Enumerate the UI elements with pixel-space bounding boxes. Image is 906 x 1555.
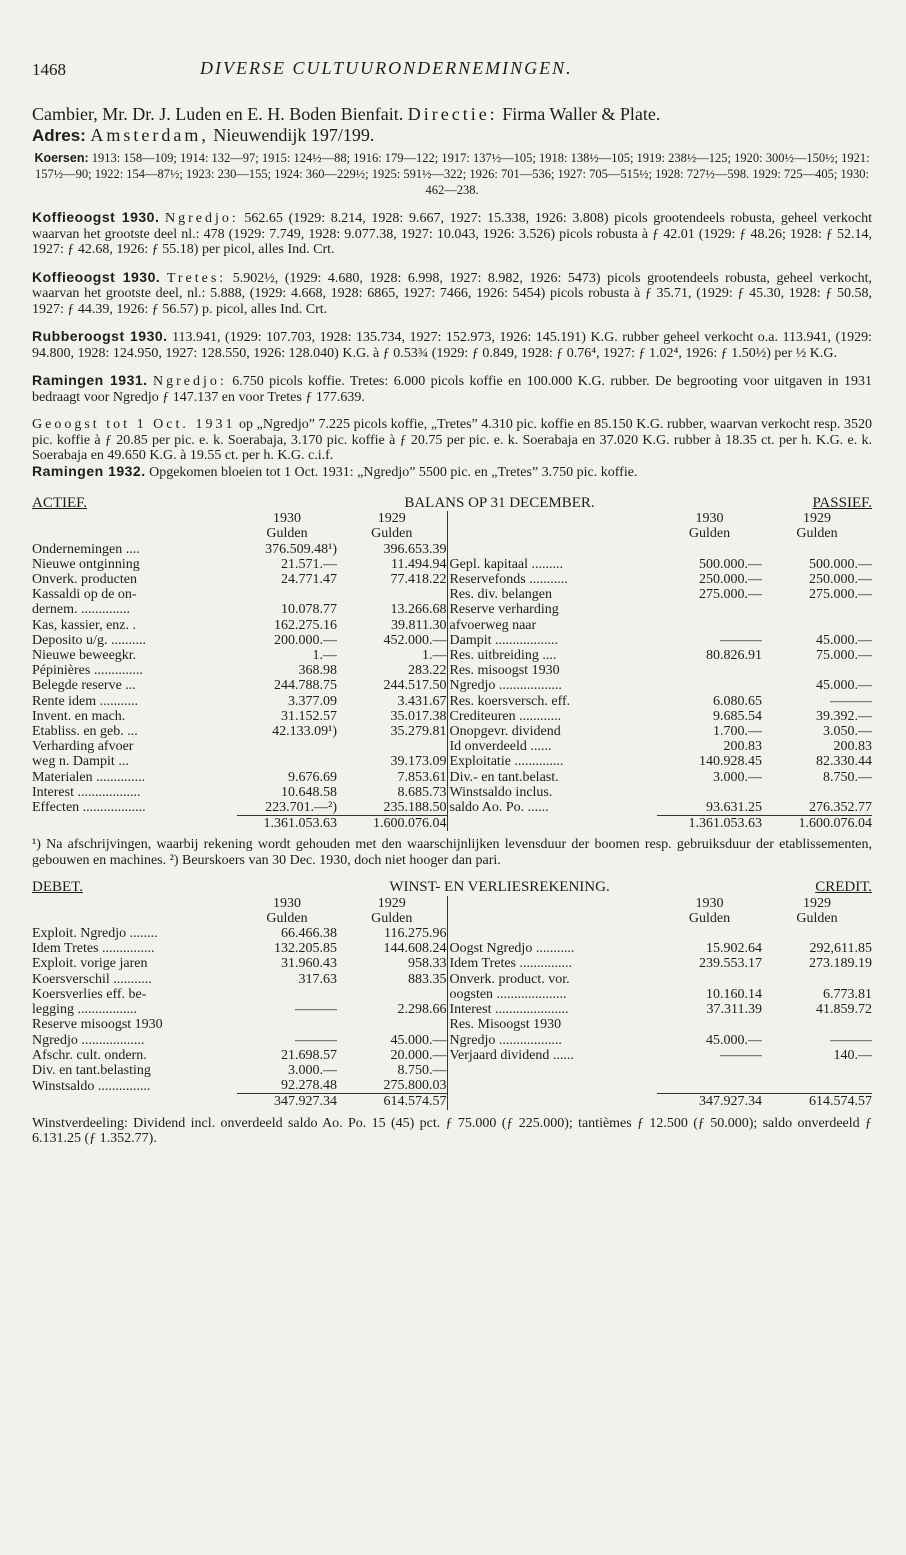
section-paragraph [32, 329, 872, 361]
right-item-label: Div.- en tant.belast. [447, 770, 657, 785]
running-title: DIVERSE CULTUURONDERNEMINGEN. [200, 58, 573, 78]
unit-label: Gulden [371, 526, 413, 542]
right-item-label: Verjaard dividend ...... [447, 1048, 657, 1063]
right-item-label: Gepl. kapitaal ......... [447, 557, 657, 572]
right-value-1930: 3.000.— [713, 769, 762, 785]
table-row [32, 678, 872, 693]
right-value-1930: 9.685.54 [713, 708, 762, 724]
left-item-label: Reserve misoogst 1930 [32, 1017, 163, 1033]
blank-cell [447, 816, 657, 832]
right-item-label: oogsten .................... [447, 987, 657, 1002]
profit-distribution: Winstverdeeling: Dividend incl. onverdeeld saldo Ao. Po. 15 (45) pct. ƒ 75.000 (ƒ 225.000); tantièmes ƒ 12.500 (ƒ 50.000); saldo onverdeeld ƒ 6.131.25 (ƒ 1.352.77). [32, 1115, 872, 1147]
left-value-1930: 31.960.43 [281, 956, 337, 972]
table-row [32, 926, 872, 941]
year-label: 1930 [273, 895, 301, 911]
left-item-label: Effecten .................. [32, 800, 146, 816]
section-label: Rubberoogst 1930. [32, 328, 168, 344]
right-value-1930: 45.000.— [706, 1032, 763, 1048]
year-label: 1930 [273, 511, 301, 527]
balance-sheet [32, 496, 872, 831]
right-item-label: Exploitatie .............. [447, 754, 657, 769]
table-row [32, 694, 872, 709]
section-text: 113.941, (1929: 107.703, 1928: 135.734, 1927: 152.973, 1926: 145.191) K.G. rubber geheel verkocht o.a. 113.941, (1929: 94.800, 1928: 124.950, 1927: 128.550, 1926: 128.040) K.G. à ƒ 0.53¾ (1929: ƒ 0.849, 1928: ƒ 0.76⁴, 1927: ƒ 1.02⁴, 1926: ƒ 1.50½) per ½ K.G. [32, 330, 873, 361]
right-item-label [447, 1078, 657, 1094]
right-total-1929: 614.574.57 [762, 1094, 872, 1110]
right-item-label: Oogst Ngredjo ........... [447, 941, 657, 956]
section-label: Koffieoogst 1930. [32, 268, 161, 285]
right-item-label: afvoerweg naar [447, 618, 657, 633]
right-value-1929 [762, 663, 872, 678]
unit-row [32, 911, 872, 926]
left-item-label: Etabliss. en geb. ... [32, 724, 138, 740]
blank-cell [447, 526, 657, 541]
left-value-1929: 396.653.39 [383, 541, 447, 557]
right-value-1930: ——— [720, 632, 762, 648]
section-location: Tretes: [166, 270, 227, 286]
totals-row [32, 1094, 872, 1110]
right-item-label [447, 542, 657, 557]
right-value-1929 [762, 785, 872, 800]
left-value-1930 [237, 587, 337, 602]
table-row [32, 572, 872, 587]
left-item-label: Verharding afvoer [32, 739, 134, 755]
blank-cell [447, 911, 657, 926]
right-value-1929: ——— [830, 693, 872, 709]
right-value-1930: 239.553.17 [699, 956, 763, 972]
right-value-1929: 273.189.19 [809, 956, 873, 972]
left-value-1929 [337, 1017, 447, 1032]
left-item-label: Pépinières .............. [32, 663, 143, 679]
right-value-1929 [762, 972, 872, 987]
left-item-label: dernem. .............. [32, 602, 130, 618]
right-value-1930 [657, 602, 762, 617]
left-value-1929 [337, 587, 447, 602]
right-value-1929: ——— [830, 1032, 873, 1048]
right-value-1930: 10.160.14 [706, 986, 763, 1002]
left-value-1930 [237, 987, 337, 1002]
right-value-1929 [762, 1017, 872, 1032]
year-label: 1930 [695, 895, 724, 911]
year-label: 1929 [803, 895, 832, 911]
right-value-1930: 140.928.45 [699, 754, 762, 770]
blank-cell [32, 911, 237, 926]
right-value-1930: ——— [720, 1047, 763, 1063]
address-city: Amsterdam, [90, 125, 209, 145]
left-value-1930: 376.509.48¹) [265, 541, 337, 557]
address-line [32, 125, 872, 146]
left-value-1929: 883.35 [408, 971, 447, 987]
left-value-1930: 223.701.—²) [265, 800, 337, 816]
profit-loss-table [32, 880, 872, 1109]
right-value-1929: 276.352.77 [809, 800, 872, 816]
left-value-1929: 20.000.— [390, 1047, 447, 1063]
left-value-1930: 317.63 [298, 971, 337, 987]
left-value-1929: 452.000.— [383, 632, 447, 648]
left-value-1930: 42.133.09¹) [272, 724, 337, 740]
left-value-1929: 45.000.— [390, 1032, 447, 1048]
right-value-1929 [762, 1078, 872, 1094]
address-street: Nieuwendijk 197/199. [213, 125, 375, 145]
year-label: 1929 [377, 895, 406, 911]
section-label: Koffieoogst 1930. [32, 209, 160, 225]
left-item-label: Deposito u/g. .......... [32, 632, 146, 648]
left-value-1930: 10.648.58 [281, 784, 337, 800]
left-item-label: Nieuwe ontginning [32, 556, 140, 572]
year-row [32, 511, 872, 526]
right-value-1929: 45.000.— [816, 678, 872, 694]
right-value-1929: 8.750.— [823, 769, 872, 785]
left-value-1930: 3.000.— [288, 1062, 337, 1078]
left-total-1930: 347.927.34 [237, 1094, 337, 1110]
table-row [32, 1078, 872, 1094]
left-value-1929: 116.275.96 [384, 926, 447, 942]
left-item-label: weg n. Dampit ... [32, 754, 129, 770]
right-value-1930: 500.000.— [699, 556, 762, 572]
right-total-1929: 1.600.076.04 [762, 816, 872, 832]
right-item-label [447, 1063, 657, 1078]
geoogst-paragraph [32, 417, 872, 464]
unit-label: Gulden [371, 910, 413, 926]
right-item-label: Ngredjo .................. [447, 678, 657, 693]
sections [32, 210, 872, 405]
section-location: Ngredjo: [153, 374, 227, 389]
left-value-1929: 35.017.38 [390, 708, 447, 724]
profit-loss-account [32, 880, 872, 1109]
raming-1932-text: Opgekomen bloeien tot 1 Oct. 1931: „Ngredjo” 5500 pic. en „Tretes” 3.750 pic. koffie. [149, 464, 638, 480]
right-value-1929 [762, 542, 872, 557]
right-item-label: Idem Tretes ............... [447, 956, 657, 971]
balance-table [32, 496, 872, 831]
right-value-1930 [657, 542, 762, 557]
table-row [32, 1033, 872, 1048]
right-item-label: Reserve verharding [447, 602, 657, 617]
right-value-1929: 45.000.— [816, 632, 872, 648]
table-row [32, 956, 872, 971]
left-value-1930: 200.000.— [274, 632, 337, 648]
page [32, 52, 872, 1147]
year-label: 1929 [803, 511, 831, 527]
koersen-label: Koersen: [34, 151, 89, 165]
left-item-label: Materialen .............. [32, 769, 146, 785]
koersen-text: 1913: 158—109; 1914: 132—97; 1915: 124½—88; 1916: 179—122; 1917: 137½—105; 1918: 138½—105; 1919: 238½—125; 1920: 300½—150½; 1921: 157½—90; 1922: 154—87½; 1923: 230—155; 1924: 360—229½; 1925: 591½—322; 1926: 701—536; 1927: 705—515½; 1928: 727½—598. 1929: 725—405; 1930: 462—238. [34, 151, 870, 197]
table-row [32, 663, 872, 678]
left-value-1930 [237, 1017, 337, 1032]
right-item-label: Res. div. belangen [447, 587, 657, 602]
left-item-label: Div. en tant.belasting [32, 1062, 151, 1078]
table-row [32, 602, 872, 617]
left-item-label: legging ................. [32, 1002, 137, 1018]
section-text: 5.902½, (1929: 4.680, 1928: 6.998, 1927: 8.982, 1926: 5473) picols grootendeels robusta, geheel verkocht, waarvan het grootste deel, nl.: 5.888, (1929: 4.668, 1928: 6865, 1927: 7466, 1926: 5454) picols robusta à ƒ 35.71, (1929: ƒ 45.30, 1928: ƒ 50.58, 1927: ƒ 44.39, 1926: ƒ 56.57) p. picol, alles Ind. Crt. [32, 270, 873, 317]
left-value-1930: 21.571.— [281, 556, 337, 572]
left-value-1930: 31.152.57 [281, 708, 337, 724]
left-value-1929: 275.800.03 [383, 1078, 447, 1094]
table-row [32, 542, 872, 557]
table-row [32, 739, 872, 754]
section-paragraph [32, 270, 872, 318]
right-value-1929: 500.000.— [809, 556, 872, 572]
left-item-label: Ondernemingen .... [32, 541, 140, 557]
right-value-1929: 6.773.81 [823, 986, 873, 1002]
table-row [32, 587, 872, 602]
right-title: CREDIT. [815, 880, 873, 896]
left-value-1929: 8.750.— [397, 1062, 447, 1078]
left-item-label: Idem Tretes ............... [32, 941, 155, 957]
right-value-1930: 93.631.25 [706, 800, 762, 816]
right-value-1930 [657, 785, 762, 800]
left-value-1930: 368.98 [298, 663, 337, 679]
left-value-1929: 35.279.81 [390, 724, 447, 740]
blank-cell [447, 511, 657, 526]
board-paragraph [32, 104, 872, 125]
left-item-label: Exploit. vorige jaren [32, 956, 148, 972]
left-value-1929: 283.22 [408, 663, 447, 679]
right-item-label: Onverk. product. vor. [447, 972, 657, 987]
left-value-1930 [237, 754, 337, 769]
table-row [32, 987, 872, 1002]
left-item-label: Belegde reserve ... [32, 678, 136, 694]
right-item-label: Reservefonds ........... [447, 572, 657, 587]
right-value-1929: 200.83 [833, 739, 872, 755]
left-value-1929: 3.431.67 [397, 693, 447, 709]
right-value-1930: 15.902.64 [706, 941, 763, 957]
table-row [32, 709, 872, 724]
right-value-1930: 200.83 [723, 739, 762, 755]
raming-1932-label: Ramingen 1932. [32, 462, 146, 479]
center-title: WINST- EN VERLIESREKENING. [389, 880, 610, 896]
right-item-label: Id onverdeeld ...... [447, 739, 657, 754]
left-total-1929: 614.574.57 [337, 1094, 447, 1110]
right-value-1930 [657, 618, 762, 633]
right-value-1929: 82.330.44 [816, 754, 872, 770]
table-row [32, 557, 872, 572]
right-item-label: Crediteuren ............ [447, 709, 657, 724]
table-row [32, 724, 872, 739]
right-value-1930 [657, 663, 762, 678]
left-value-1930: 21.698.57 [281, 1047, 337, 1063]
section-label: Ramingen 1931. [32, 372, 148, 388]
right-item-label: saldo Ao. Po. ...... [447, 800, 657, 815]
left-item-label: Onverk. producten [32, 572, 137, 588]
unit-label: Gulden [688, 526, 731, 542]
left-value-1929: 244.517.50 [383, 678, 447, 694]
right-value-1930 [657, 926, 762, 941]
table-row [32, 618, 872, 633]
left-item-label: Rente idem ........... [32, 693, 139, 709]
right-value-1930 [657, 972, 762, 987]
table-row [32, 785, 872, 800]
right-value-1930: 6.080.65 [713, 693, 762, 709]
section-paragraph [32, 210, 872, 258]
left-value-1929: 7.853.61 [397, 769, 447, 785]
table-row [32, 1017, 872, 1032]
table-row [32, 648, 872, 663]
right-value-1929: 250.000.— [809, 572, 872, 588]
right-value-1930: 1.700.— [713, 724, 762, 740]
year-label: 1930 [695, 511, 724, 527]
right-value-1929: 292,611.85 [809, 941, 873, 957]
center-title: BALANS OP 31 DECEMBER. [404, 496, 595, 511]
table-row [32, 754, 872, 769]
left-value-1930: ——— [295, 1002, 337, 1018]
left-value-1930: 24.771.47 [281, 572, 337, 588]
left-total-1929: 1.600.076.04 [337, 816, 447, 832]
left-item-label: Koersverschil ........... [32, 971, 152, 987]
right-total-1930: 347.927.34 [657, 1094, 762, 1110]
right-item-label: Res. uitbreiding .... [447, 648, 657, 663]
year-row [32, 896, 872, 911]
left-value-1929: 13.266.68 [390, 602, 447, 618]
address-label: Adres: [32, 126, 86, 145]
table-row [32, 770, 872, 785]
right-value-1930: 275.000.— [699, 587, 762, 603]
raming-1932-paragraph [32, 464, 872, 481]
table-row [32, 1048, 872, 1063]
unit-label: Gulden [796, 910, 838, 926]
left-value-1929: 2.298.66 [397, 1002, 447, 1018]
left-title: ACTIEF. [32, 496, 88, 511]
left-value-1929: 958.33 [408, 956, 447, 972]
left-value-1930: 1.— [312, 648, 337, 664]
right-item-label: Ngredjo .................. [447, 1033, 657, 1048]
right-value-1930 [657, 1078, 762, 1094]
left-item-label: Exploit. Ngredjo ........ [32, 926, 158, 942]
footnote: ¹) Na afschrijvingen, waarbij rekening wordt gehouden met den waarschijnlijken levensduur der boomen resp. gebruiksduur der etablissementen, gebouwen en machines. ²) Beurskoers van 30 Dec. 1930, doch niet hooger dan pari. [32, 837, 872, 868]
section-text: 6.750 picols koffie. Tretes: 6.000 picols koffie en 100.000 K.G. rubber. De begrooting voor uitgaven in 1931 bedraagt voor Ngredjo ƒ 147.137 en voor Tretes ƒ 177.639. [32, 374, 873, 405]
right-item-label: Res. koersversch. eff. [447, 694, 657, 709]
left-value-1930: 9.676.69 [288, 769, 337, 785]
directie-label: Directie: [407, 104, 498, 124]
totals-row [32, 816, 872, 832]
left-value-1929 [337, 987, 447, 1002]
left-title: DEBET. [32, 880, 83, 896]
table-row [32, 972, 872, 987]
unit-label: Gulden [796, 526, 838, 542]
left-value-1929 [337, 739, 447, 754]
left-value-1929: 11.494.94 [391, 556, 447, 572]
unit-row [32, 526, 872, 541]
left-value-1929: 39.173.09 [390, 754, 447, 770]
page-header [32, 52, 872, 92]
right-value-1929: 275.000.— [809, 587, 872, 603]
left-item-label: Invent. en mach. [32, 708, 126, 724]
left-value-1930 [237, 739, 337, 754]
table-row [32, 800, 872, 815]
right-value-1929: 75.000.— [816, 648, 872, 664]
left-item-label: Interest .................. [32, 784, 141, 800]
left-value-1930: 92.278.48 [281, 1078, 337, 1094]
right-item-label: Res. misoogst 1930 [447, 663, 657, 678]
right-value-1930: 80.826.91 [706, 648, 762, 664]
left-item-label: Nieuwe beweegkr. [32, 648, 137, 664]
left-total-1930: 1.361.053.63 [237, 816, 337, 832]
right-value-1930 [657, 678, 762, 693]
blank-cell [32, 511, 237, 526]
left-value-1930: ——— [295, 1032, 337, 1048]
left-value-1929: 1.— [422, 648, 447, 664]
left-item-label: Afschr. cult. ondern. [32, 1047, 147, 1063]
left-value-1930: 3.377.09 [288, 693, 337, 709]
left-value-1929: 144.608.24 [383, 941, 447, 957]
right-item-label: Onopgevr. dividend [447, 724, 657, 739]
table-title-row [32, 496, 872, 511]
unit-label: Gulden [688, 910, 731, 926]
right-item-label: Dampit .................. [447, 633, 657, 648]
right-value-1929: 41.859.72 [816, 1002, 873, 1018]
table-row [32, 633, 872, 648]
blank-cell [32, 526, 237, 541]
left-value-1930: 66.466.38 [281, 926, 337, 942]
left-item-label: Koersverlies eff. be- [32, 986, 147, 1002]
blank-cell [447, 896, 657, 911]
blank-cell [32, 816, 237, 832]
blank-cell [447, 1094, 657, 1110]
unit-label: Gulden [266, 526, 308, 542]
right-value-1929: 140.— [833, 1047, 873, 1063]
left-value-1929: 39.811.30 [391, 617, 447, 633]
right-value-1929: 39.392.— [816, 708, 872, 724]
left-item-label: Kassaldi op de on- [32, 587, 137, 603]
year-label: 1929 [377, 511, 406, 527]
right-title: PASSIEF. [812, 496, 872, 511]
left-value-1929: 8.685.73 [397, 784, 447, 800]
right-value-1929 [762, 602, 872, 617]
page-number: 1468 [32, 60, 66, 79]
section-location: Ngredjo: [165, 211, 239, 226]
section-text: 562.65 (1929: 8.214, 1928: 9.667, 1927: 15.338, 1926: 3.808) picols grootendeels robusta, geheel verkocht waarvan het grootste deel nl.: 478 (1929: 7.749, 1928: 9.077.38, 1927: 10.043, 1926: 3.526) picols robusta à ƒ 42.01 (1929: ƒ 48.26; 1928: ƒ 52.14, 1927: ƒ 42.68, 1926: ƒ 55.18) per picol, alles Ind. Crt. [32, 211, 872, 257]
board-text: Cambier, Mr. Dr. J. Luden en E. H. Boden Bienfait. [32, 104, 404, 124]
right-value-1929: 3.050.— [823, 724, 872, 740]
right-item-label: Winstsaldo inclus. [447, 785, 657, 800]
table-row [32, 1063, 872, 1078]
right-value-1929 [762, 618, 872, 633]
koersen-block [32, 150, 872, 198]
table-row [32, 1002, 872, 1017]
geoogst-spaced: Geoogst tot 1 Oct. 1931 [32, 417, 236, 432]
geoogst-text: op „Ngredjo” 7.225 picols koffie, „Tretes” 4.310 pic. koffie en 85.150 K.G. rubber, waarvan verkocht resp. 3520 pic. koffie à ƒ 20.85 per pic. e. k. Soerabaja, 3.170 pic. koffie à ƒ 20.75 per pic. e. k. Soerabaja en 37.020 K.G. rubber à 18.35 ct. per h. K.G. e. k. Soerabaja en 49.650 K.G. à 19.55 ct. per h. K.G. c.i.f. [32, 417, 873, 463]
blank-cell [32, 1094, 237, 1110]
right-value-1929 [762, 1063, 872, 1078]
left-value-1929: 77.418.22 [390, 572, 447, 588]
table-title-row [32, 880, 872, 895]
left-value-1930: 132.205.85 [274, 941, 337, 957]
left-item-label: Winstsaldo ............... [32, 1078, 151, 1094]
left-item-label: Ngredjo .................. [32, 1032, 145, 1048]
left-value-1930: 162.275.16 [274, 617, 337, 633]
right-item-label: Interest ..................... [447, 1002, 657, 1017]
right-total-1930: 1.361.053.63 [657, 816, 762, 832]
left-value-1930: 244.788.75 [274, 678, 337, 694]
right-value-1929 [762, 926, 872, 941]
left-item-label: Kas, kassier, enz. . [32, 617, 137, 633]
right-value-1930: 250.000.— [699, 572, 762, 588]
right-value-1930 [657, 1063, 762, 1078]
left-value-1929: 235.188.50 [383, 800, 447, 816]
right-item-label: Res. Misoogst 1930 [447, 1017, 657, 1032]
directie-value: Firma Waller & Plate. [502, 104, 661, 124]
right-item-label [447, 926, 657, 941]
left-value-1930: 10.078.77 [281, 602, 337, 618]
table-row [32, 941, 872, 956]
right-value-1930: 37.311.39 [706, 1002, 763, 1018]
right-value-1930 [657, 1017, 762, 1032]
blank-cell [32, 896, 237, 911]
unit-label: Gulden [266, 910, 308, 926]
section-paragraph [32, 373, 872, 405]
